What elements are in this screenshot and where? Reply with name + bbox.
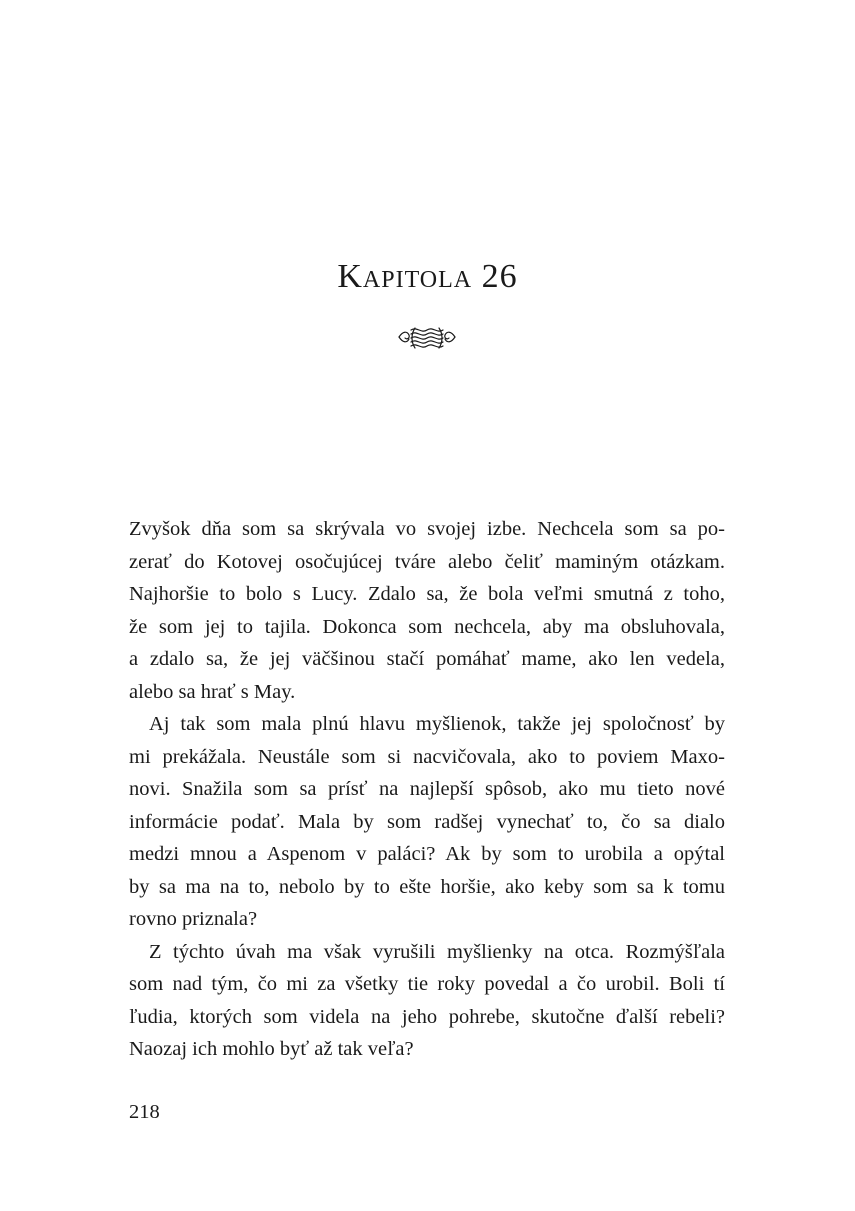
page-number: 218 xyxy=(129,1101,160,1123)
text-line: rovno priznala? xyxy=(129,908,258,930)
body-text xyxy=(129,513,725,1066)
text-line: alebo sa hrať s May. xyxy=(129,680,296,703)
paragraph-1 xyxy=(129,513,725,708)
text-line: novi. Snažila som sa prísť na najlepší spôsob, ako mu tieto nové xyxy=(129,778,725,800)
text-line: informácie podať. Mala by som radšej vynechať to, čo sa dialo xyxy=(129,810,725,833)
text-line: Zvyšok dňa som sa skrývala vo svojej izbe. Nechcela som sa po- xyxy=(129,518,725,540)
text-line: zerať do Kotovej osočujúcej tváre alebo čeliť maminým otázkam. xyxy=(129,550,725,573)
text-line: by sa ma na to, nebolo by to ešte horšie, ako keby som sa k tomu xyxy=(129,875,725,898)
text-line: mi prekážala. Neustále som si nacvičovala, ako to poviem Maxo- xyxy=(129,745,725,768)
paragraph-3 xyxy=(129,936,725,1066)
text-line: že som jej to tajila. Dokonca som nechcela, aby ma obsluhovala, xyxy=(129,615,725,638)
text-line: Aj tak som mala plnú hlavu myšlienok, takže jej spoločnosť by xyxy=(149,713,725,735)
flourish-ornament-icon xyxy=(397,322,457,352)
text-line: a zdalo sa, že jej väčšinou stačí pomáhať mame, ako len vedela, xyxy=(129,648,725,670)
text-line: medzi mnou a Aspenom v paláci? Ak by som to urobila a opýtal xyxy=(129,843,725,865)
paragraph-2 xyxy=(129,708,725,936)
text-line: Z týchto úvah ma však vyrušili myšlienky na otca. Rozmýšľala xyxy=(149,940,725,963)
text-line: ľudia, ktorých som videla na jeho pohrebe, skutočne ďalší rebeli? xyxy=(129,1005,725,1028)
text-line: som nad tým, čo mi za všetky tie roky povedal a čo urobil. Boli tí xyxy=(129,973,725,995)
text-line: Naozaj ich mohlo byť až tak veľa? xyxy=(129,1038,414,1060)
text-line: Najhoršie to bolo s Lucy. Zdalo sa, že bola veľmi smutná z toho, xyxy=(129,583,725,605)
chapter-title: Kapitola 26 xyxy=(337,258,518,295)
